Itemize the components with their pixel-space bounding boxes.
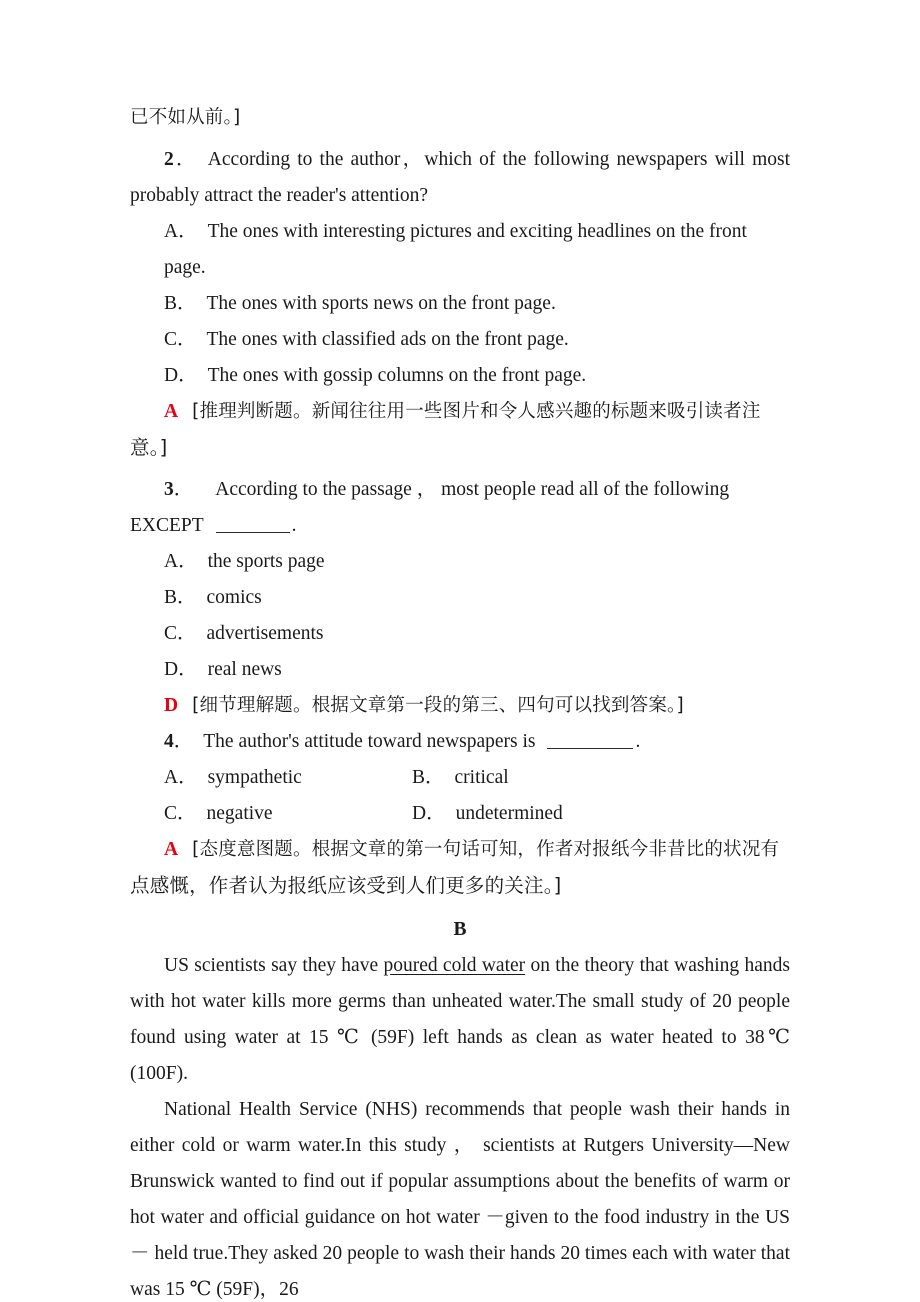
section-b-heading: B [453,919,467,940]
option-label: A． [164,221,198,242]
question-4-options-row-2 [164,796,790,832]
question-3-stem-text: According to the passage ， most people read all of the following [215,479,730,500]
question-4-explanation-line-1: [态度意图题。根据文章的第一句话可知，作者对报纸今非昔比的状况有 [192,839,780,860]
underlined-phrase-poured-cold-water: poured cold water [383,955,526,976]
question-3-stem [130,472,790,508]
option-label: B． [164,587,197,608]
question-4-stem [130,724,790,760]
option-label: A． [164,551,198,572]
option-label: C． [164,623,197,644]
option-text: real news [207,659,282,680]
question-4-option-d[interactable] [412,796,790,832]
question-4-number: 4 [164,731,174,752]
question-2-number: 2 [164,149,174,170]
question-4-explanation-line-2: 点感慨，作者认为报纸应该受到人们更多的关注。] [130,874,562,897]
option-text: The ones with sports news on the front page. [206,293,556,314]
section-b-paragraph-2: National Health Service (NHS) recommends that people wash their hands in either cold or warm water.In this study ， scientists at Rutgers University—New Brunswick wanted to find out if popular assumptions about the benefits of warm or hot water and official guidance on hot water －given to the food industry in the US － held true.They asked 20 people to wash their hands 20 times each with water that was 15 ℃ (59F)，26 [130,1099,790,1300]
question-4-answer-blank[interactable] [547,734,633,749]
option-label: A． [164,767,198,788]
question-3-answer-row [164,688,790,724]
option-text: The ones with interesting pictures and exciting headlines on the front page. [164,221,747,278]
question-2-answer-key: A [164,401,179,422]
question-4-answer-row [164,832,790,868]
question-2-option-d[interactable] [164,358,790,394]
option-label: D． [164,365,198,386]
option-text: sympathetic [207,767,302,788]
option-label: B． [412,767,445,788]
option-text: negative [206,803,273,824]
option-text: the sports page [207,551,325,572]
option-label: C． [164,329,197,350]
page-body-column [130,100,790,1302]
question-2-number-separator: ． [173,149,198,170]
paragraph-1-part-2: on the theory that washing hands with hot water kills more germs than unheated water.The small study of 20 people found using water at 15 ℃ (59F) left hands as clean as water heated to 38℃ (100F). [130,955,790,1084]
question-2-stem-text: According to the author，which of the following newspapers will most probably attract the reader's attention? [130,149,790,206]
option-text: advertisements [206,623,324,644]
option-label: B． [164,293,197,314]
option-label: D． [164,659,198,680]
option-text: The ones with gossip columns on the front page. [207,365,587,386]
question-2-option-b[interactable] [164,286,790,322]
question-2-explanation-line-1: [推理判断题。新闻往往用一些图片和令人感兴趣的标题来吸引读者注 [192,401,761,422]
question-2-stem [130,142,790,214]
question-3-except-word: EXCEPT [130,515,204,536]
question-4-stem-text: The author's attitude toward newspapers is [203,731,536,752]
option-label: C． [164,803,197,824]
question-4-options-row-1 [164,760,790,796]
question-3-option-d[interactable] [164,652,790,688]
carryover-explanation-line: 已不如从前。] [130,107,241,128]
question-3-option-a[interactable] [164,544,790,580]
option-text: critical [454,767,509,788]
question-2-option-a[interactable] [164,214,790,286]
question-3-option-b[interactable] [164,580,790,616]
section-b-paragraph-1 [130,948,790,1092]
question-3-option-c[interactable] [164,616,790,652]
option-text: undetermined [455,803,563,824]
question-4-stem-period: . [635,731,641,752]
question-3-number: 3 [164,479,174,500]
question-3-stem-line-2 [130,508,790,544]
question-3-answer-key: D [164,695,179,716]
question-2-explanation-line-2: 意。] [130,436,168,459]
question-4-option-b[interactable] [412,760,790,796]
paragraph-1-part-1: US scientists say they have [164,955,384,976]
question-4-option-c[interactable] [164,796,412,832]
question-3-answer-blank[interactable] [216,518,290,533]
question-3-number-separator: ． [173,479,194,500]
question-2-answer-row [164,394,790,430]
question-3-explanation-line-1: [细节理解题。根据文章第一段的第三、四句可以找到答案。] [192,695,684,716]
option-text: The ones with classified ads on the front page. [206,329,569,350]
question-4-number-separator: ． [173,731,194,752]
question-4-answer-key: A [164,839,179,860]
question-2-option-c[interactable] [164,322,790,358]
option-text: comics [206,587,262,608]
question-3-stem-period: . [291,515,297,536]
option-label: D． [412,803,446,824]
spacer [130,904,790,908]
question-4-option-a[interactable] [164,760,412,796]
